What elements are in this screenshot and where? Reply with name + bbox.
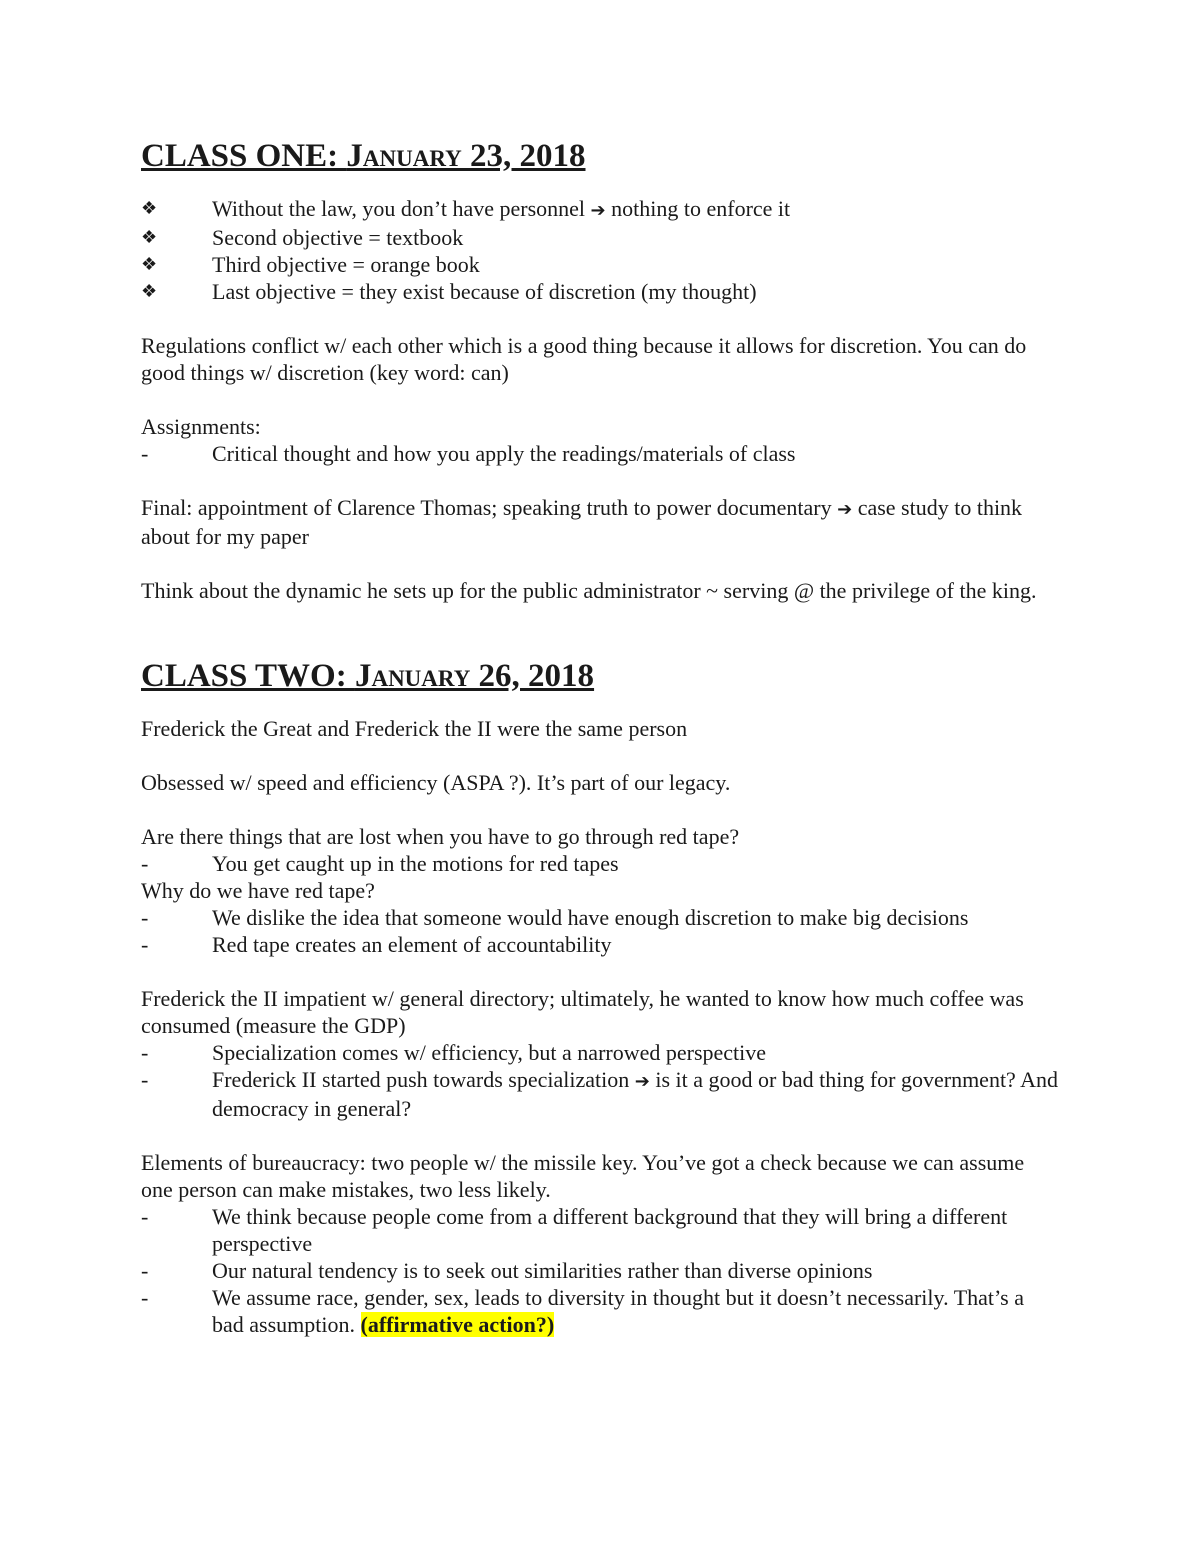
arrow-right-icon: ➔ (590, 200, 606, 221)
heading-date: January 23, 2018 (346, 138, 586, 174)
dash-bullet: - (141, 1258, 149, 1283)
arrow-right-icon: ➔ (837, 499, 853, 520)
bullet-text: Red tape creates an element of accountability (212, 932, 612, 957)
list-item (141, 251, 1061, 278)
heading-date: January 26, 2018 (354, 658, 595, 694)
bullet-text: Third objective = orange book (212, 252, 480, 277)
highlighted-note: (affirmative action?) (360, 1312, 555, 1337)
bullet-text: Last objective = they exist because of discretion (my thought) (212, 279, 757, 304)
red-tape-question: Are there things that are lost when you have to go through red tape? (141, 824, 740, 849)
frederick-same-paragraph: Frederick the Great and Frederick the II were the same person (141, 716, 688, 741)
final-text: case study to think about for my paper (141, 495, 1023, 549)
list-item (141, 850, 1061, 877)
bullet-text: is it a good or bad thing for government? And democracy in general? (212, 1067, 1058, 1121)
final-text: Final: appointment of Clarence Thomas; speaking truth to power documentary (141, 495, 838, 520)
elements-paragraph: Elements of bureaucracy: two people w/ the missile key. You’ve got a check because we can assume one person can make mistakes, two less likely. (141, 1150, 1025, 1202)
bullet-text: Frederick II started push towards specialization (212, 1067, 635, 1092)
notes-content (141, 138, 1061, 1338)
dash-bullet: - (141, 905, 149, 930)
dash-bullet: - (141, 1067, 149, 1092)
bullet-text: We dislike the idea that someone would have enough discretion to make big decisions (212, 905, 969, 930)
list-item (141, 440, 1061, 467)
diamond-bullet-icon: ❖ (141, 198, 158, 218)
assignments-label: Assignments: (141, 414, 261, 439)
why-red-tape-list (141, 904, 1061, 958)
red-tape-list (141, 850, 1061, 877)
list-item (141, 931, 1061, 958)
diamond-bullet-icon: ❖ (141, 281, 158, 301)
dash-bullet: - (141, 932, 149, 957)
bullet-text: You get caught up in the motions for red tapes (212, 851, 619, 876)
regulations-paragraph: Regulations conflict w/ each other which is a good thing because it allows for discretion. You can do good things w/ discretion (key word: can) (141, 333, 1027, 385)
think-paragraph: Think about the dynamic he sets up for the public administrator ~ serving @ the privilege of the king. (141, 578, 1037, 603)
dash-bullet: - (141, 1285, 149, 1310)
bullet-text: Our natural tendency is to seek out similarities rather than diverse opinions (212, 1258, 873, 1283)
diamond-bullet-icon: ❖ (141, 254, 158, 274)
bullet-text: nothing to enforce it (605, 196, 791, 221)
dash-bullet: - (141, 441, 149, 466)
list-item (141, 904, 1061, 931)
assignments-list (141, 440, 1061, 467)
impatient-paragraph: Frederick the II impatient w/ general directory; ultimately, he wanted to know how much coffee was consumed (measure the GDP) (141, 986, 1024, 1038)
dash-bullet: - (141, 1040, 149, 1065)
dash-bullet: - (141, 851, 149, 876)
list-item (141, 1039, 1061, 1066)
list-item (141, 195, 1061, 224)
class-one-bullets (141, 195, 1061, 305)
bullet-text: Second objective = textbook (212, 225, 464, 250)
list-item (141, 1203, 1061, 1257)
bullet-text: We think because people come from a different background that they will bring a different perspective (212, 1204, 1008, 1256)
obsessed-paragraph: Obsessed w/ speed and efficiency (ASPA ?). It’s part of our legacy. (141, 770, 731, 795)
bullet-text: Specialization comes w/ efficiency, but a narrowed perspective (212, 1040, 767, 1065)
why-red-tape-question: Why do we have red tape? (141, 878, 375, 903)
list-item (141, 224, 1061, 251)
elements-list (141, 1203, 1061, 1338)
list-item (141, 1284, 1061, 1338)
bullet-text: Critical thought and how you apply the readings/materials of class (212, 441, 796, 466)
bullet-text: We assume race, gender, sex, leads to diversity in thought but it doesn’t necessarily. That’s a bad assumption. (212, 1285, 1024, 1337)
list-item (141, 1257, 1061, 1284)
diamond-bullet-icon: ❖ (141, 227, 158, 247)
arrow-right-icon: ➔ (634, 1071, 650, 1092)
bullet-text: Without the law, you don’t have personnel (212, 196, 591, 221)
final-paragraph (141, 494, 1061, 550)
class-one-heading (141, 138, 1061, 174)
list-item (141, 278, 1061, 305)
list-item (141, 1066, 1061, 1122)
specialization-list (141, 1039, 1061, 1122)
heading-label: CLASS TWO: (141, 658, 355, 694)
dash-bullet: - (141, 1204, 149, 1229)
heading-label: CLASS ONE: (141, 138, 347, 174)
class-two-heading (141, 658, 1061, 694)
